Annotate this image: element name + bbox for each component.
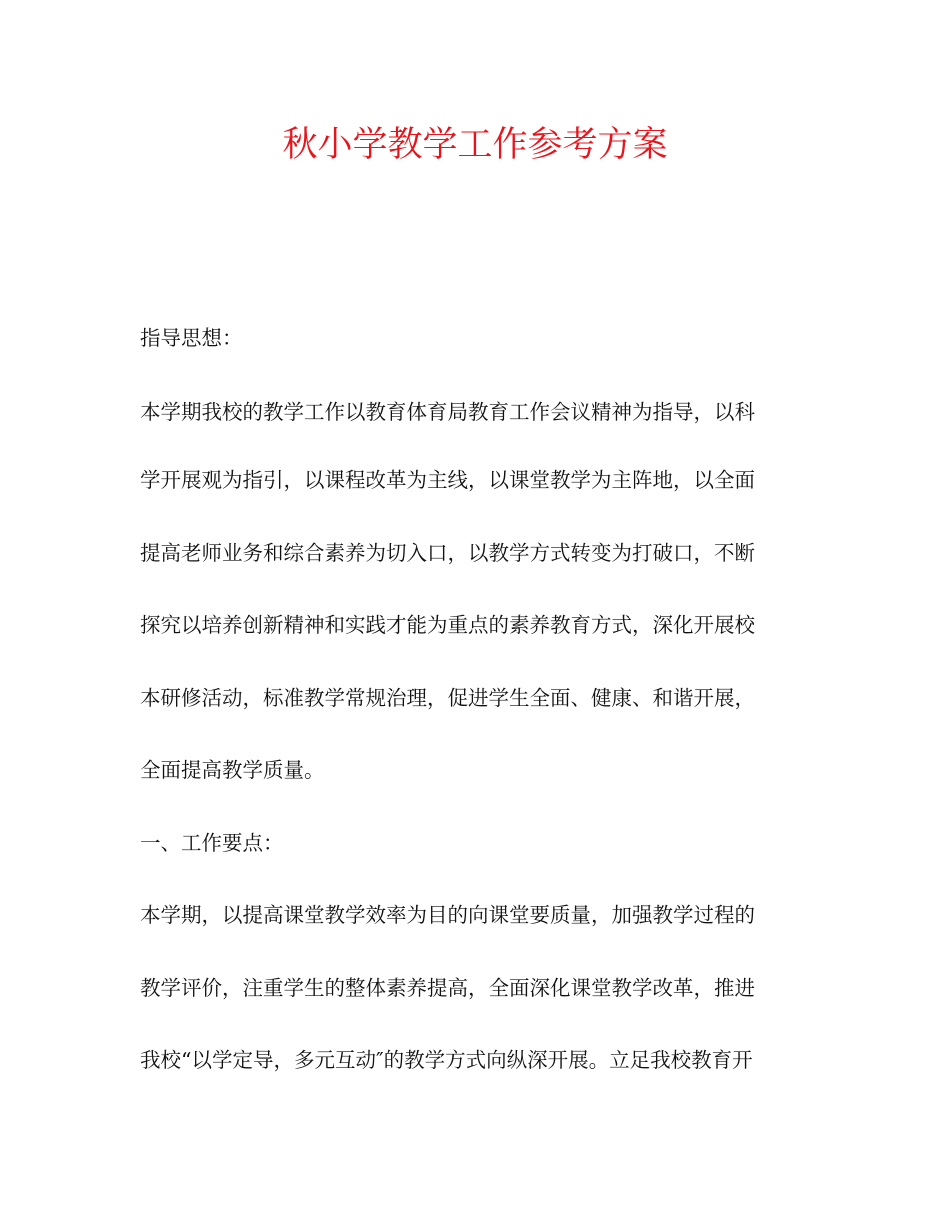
heading-guiding-thought: 指导思想： bbox=[140, 326, 243, 350]
heading-work-points: 一、工作要点： bbox=[140, 831, 284, 855]
paragraph-line: 本研修活动，标准教学常规治理，促进学生全面、健康、和谐开展， bbox=[140, 686, 755, 710]
paragraph-line: 教学评价，注重学生的整体素养提高，全面深化课堂教学改革，推进 bbox=[140, 976, 755, 1000]
paragraph-line: 探究以培养创新精神和实践才能为重点的素养教育方式，深化开展校 bbox=[140, 613, 755, 637]
document-title: 秋小学教学工作参考方案 bbox=[282, 125, 668, 165]
paragraph-line: 本学期，以提高课堂教学效率为目的向课堂要质量，加强教学过程的 bbox=[140, 903, 755, 927]
paragraph-line: 全面提高教学质量。 bbox=[140, 758, 325, 782]
paragraph-line: 我校“以学定导，多元互动″的教学方式向纵深开展。立足我校教育开 bbox=[140, 1048, 753, 1072]
paragraph-line: 本学期我校的教学工作以教育体育局教育工作会议精神为指导，以科 bbox=[140, 400, 755, 424]
paragraph-line: 提高老师业务和综合素养为切入口，以教学方式转变为打破口，不断 bbox=[140, 541, 755, 565]
paragraph-line: 学开展观为指引，以课程改革为主线，以课堂教学为主阵地，以全面 bbox=[140, 468, 755, 492]
